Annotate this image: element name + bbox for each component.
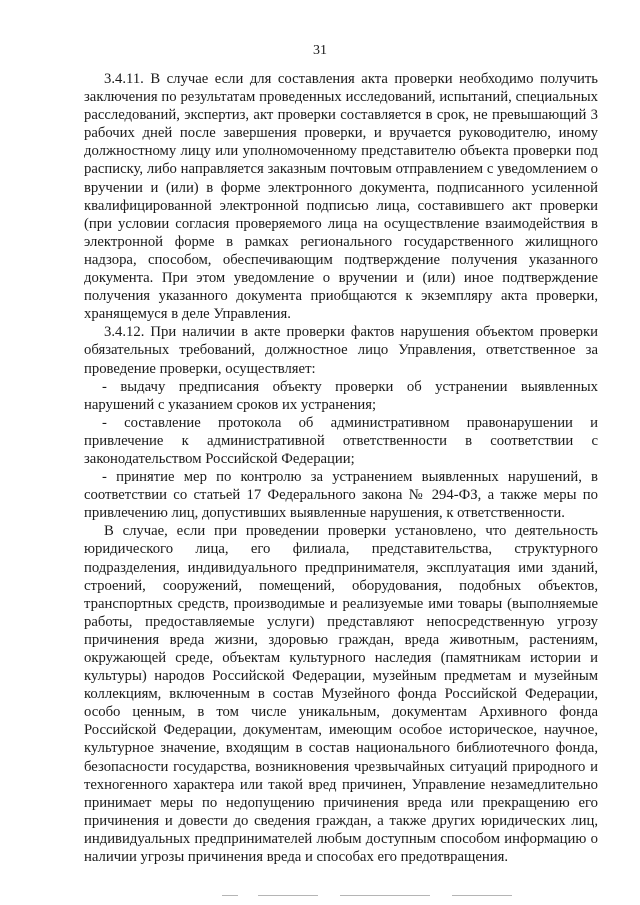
paragraph-3-4-12: 3.4.12. При наличии в акте проверки фактов нарушения объектом проверки обязательных требований, должностное лицо Управления, ответственное за проведение проверки, осуществляет: [84, 324, 598, 377]
scan-footer-marks [0, 891, 640, 901]
scan-mark [222, 895, 238, 896]
list-item-control-measures: - принятие мер по контролю за устранением выявленных нарушений, в соответствии со статьей 17 Федерального закона № 294-ФЗ, а также меры по привлечению лиц, допустивших выявленные нарушения, к ответственности. [84, 469, 598, 522]
scan-mark [258, 895, 318, 896]
scan-mark [452, 895, 512, 896]
list-item-protocol: - составление протокола об административном правонарушении и привлечение к административной ответственности в соответствии с законодательством Российской Федерации; [84, 414, 598, 467]
list-item-prescription: - выдачу предписания объекту проверки об устранении выявленных нарушений с указанием сроков их устранения; [84, 378, 598, 413]
document-body [84, 70, 598, 866]
scan-mark [340, 895, 430, 896]
page-number: 31 [313, 43, 327, 58]
paragraph-3-4-11: 3.4.11. В случае если для составления акта проверки необходимо получить заключения по результатам проведенных исследований, испытаний, специальных расследований, экспертиз, акт проверки составляется в срок, не превышающий 3 рабочих дней после завершения проверки, и вручается руководителю, иному должностному лицу или уполномоченному представителю объекта проверки под расписку, либо направляется заказным почтовым отправлением с уведомлением о вручении и (или) в форме электронного документа, подписанного усиленной квалифицированной электронной подписью лица, составившего акт проверки (при условии согласия проверяемого лица на осуществление взаимодействия в электронной форме в рамках регионального государственного жилищного надзора, способом, обеспечивающим подтверждение получения указанного документа. При этом уведомление о вручении и (или) иное подтверждение получения указанного документа приобщаются к экземпляру акта проверки, хранящемуся в деле Управления. [84, 71, 598, 323]
paragraph-threat-of-harm: В случае, если при проведении проверки установлено, что деятельность юридического лица, его филиала, представительства, структурного подразделения, индивидуального предпринимателя, эксплуатация ими зданий, строений, сооружений, помещений, оборудования, подобных объектов, транспортных средств, производимые и реализуемые ими товары (выполняемые работы, предоставляемые услуги) представляют непосредственную угрозу причинения вреда жизни, здоровью граждан, вреда животным, растениям, окружающей среде, объектам культурного наследия (памятникам истории и культуры) народов Российской Федерации, музейным предметам и музейным коллекциям, включенным в состав Музейного фонда Российской Федерации, особо ценным, в том числе уникальным, документам Архивного фонда Российской Федерации, документам, имеющим особое историческое, научное, культурное значение, входящим в состав национального библиотечного фонда, безопасности государства, возникновения чрезвычайных ситуаций природного и техногенного характера или такой вред причинен, Управление незамедлительно принимает меры по недопущению причинения вреда или прекращению его причинения и довести до сведения граждан, а также других юридических лиц, индивидуальных предпринимателей любым доступным способом информацию о наличии угрозы причинения вреда и способах его предотвращения. [84, 523, 598, 866]
